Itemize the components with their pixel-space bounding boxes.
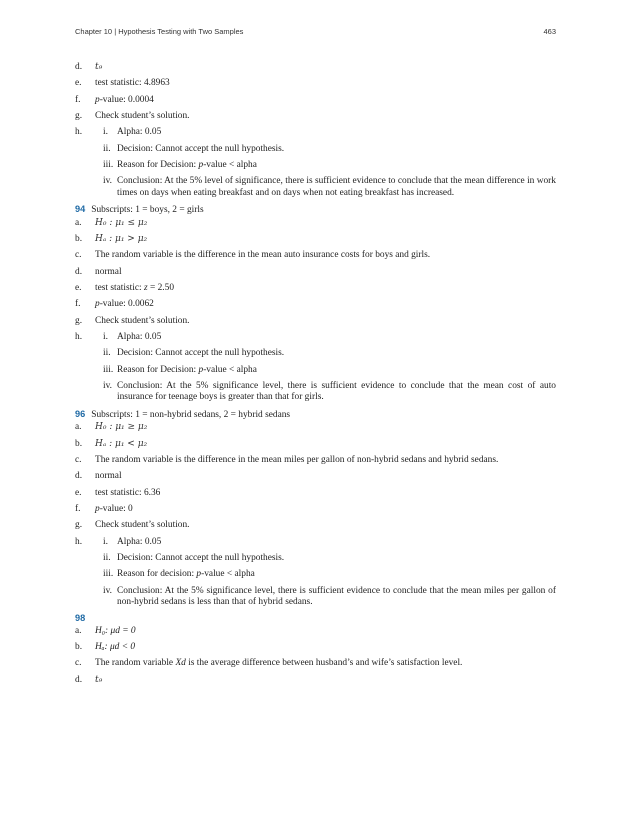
list-item: g. Check student’s solution. xyxy=(75,111,190,122)
sub-item: iii. Reason for decision: p-value < alpha xyxy=(103,569,255,580)
list-item: g. Check student’s solution. xyxy=(75,520,190,531)
sub-item: iv. Conclusion: At the 5% significance level, there is sufficient evidence to conclude that the mean miles per gallon of non-hybrid sedans is less than that of hybrid sedans. xyxy=(103,585,556,607)
list-item: b. Hₐ: μd < 0 xyxy=(75,642,136,653)
list-item: c. The random variable is the difference in the mean auto insurance costs for boys and girls. xyxy=(75,250,431,261)
list-item: a. H₀ : μ₁ ≥ μ₂ xyxy=(75,422,148,433)
list-item: d. normal xyxy=(75,266,122,277)
sub-item: iv. Conclusion: At the 5% level of significance, there is sufficient evidence to conclude that the mean difference in work times on days when eating breakfast and on days when not eating breakfast has increased. xyxy=(103,176,556,198)
sub-item: iii. Reason for Decision: p-value < alpha xyxy=(103,160,257,171)
list-item: c. The random variable Xd is the average difference between husband’s and wife’s satisfaction level. xyxy=(75,658,463,669)
list-item: h. i. Alpha: 0.05 xyxy=(75,127,162,138)
list-item: e. test statistic: 4.8963 xyxy=(75,78,170,89)
chapter-title: Chapter 10 | Hypothesis Testing with Two Samples xyxy=(75,27,244,36)
list-item: h. i. Alpha: 0.05 xyxy=(75,536,162,547)
list-item: d. t₉ xyxy=(75,674,103,685)
list-item: h. i. Alpha: 0.05 xyxy=(75,331,162,342)
answer-content xyxy=(75,62,556,691)
list-item: a. H₀ : μ₁ ≤ μ₂ xyxy=(75,217,148,228)
list-item: c. The random variable is the difference in the mean miles per gallon of non-hybrid sedans and hybrid sedans. xyxy=(75,454,499,465)
question-98-heading: 98 xyxy=(75,613,86,624)
list-item: g. Check student’s solution. xyxy=(75,315,190,326)
question-96-heading: 96 Subscripts: 1 = non-hybrid sedans, 2 = hybrid sedans xyxy=(75,408,291,420)
sub-item: ii. Decision: Cannot accept the null hypothesis. xyxy=(103,348,285,359)
list-item: d. t₉ xyxy=(75,62,103,72)
sub-item: iv. Conclusion: At the 5% significance level, there is sufficient evidence to conclude that the mean cost of auto insurance for teenage boys is greater than that for girls. xyxy=(103,381,556,403)
list-item: e. test statistic: z = 2.50 xyxy=(75,282,175,293)
list-item: b. Hₐ : μ₁ > μ₂ xyxy=(75,233,148,244)
list-item: d. normal xyxy=(75,471,122,482)
list-item: f. p-value: 0.0062 xyxy=(75,299,154,310)
list-item: f. p-value: 0 xyxy=(75,503,133,514)
sub-item: ii. Decision: Cannot accept the null hypothesis. xyxy=(103,143,285,154)
question-94-heading: 94 Subscripts: 1 = boys, 2 = girls xyxy=(75,204,204,216)
sub-item: iii. Reason for Decision: p-value < alpha xyxy=(103,364,257,375)
sub-item: ii. Decision: Cannot accept the null hypothesis. xyxy=(103,552,285,563)
list-item: b. Hₐ : μ₁ < μ₂ xyxy=(75,438,148,449)
list-item: a. H₀: μd = 0 xyxy=(75,625,136,636)
page-header xyxy=(75,27,556,36)
page-number: 463 xyxy=(543,27,556,36)
list-item: f. p-value: 0.0004 xyxy=(75,94,154,105)
list-item: e. test statistic: 6.36 xyxy=(75,487,161,498)
